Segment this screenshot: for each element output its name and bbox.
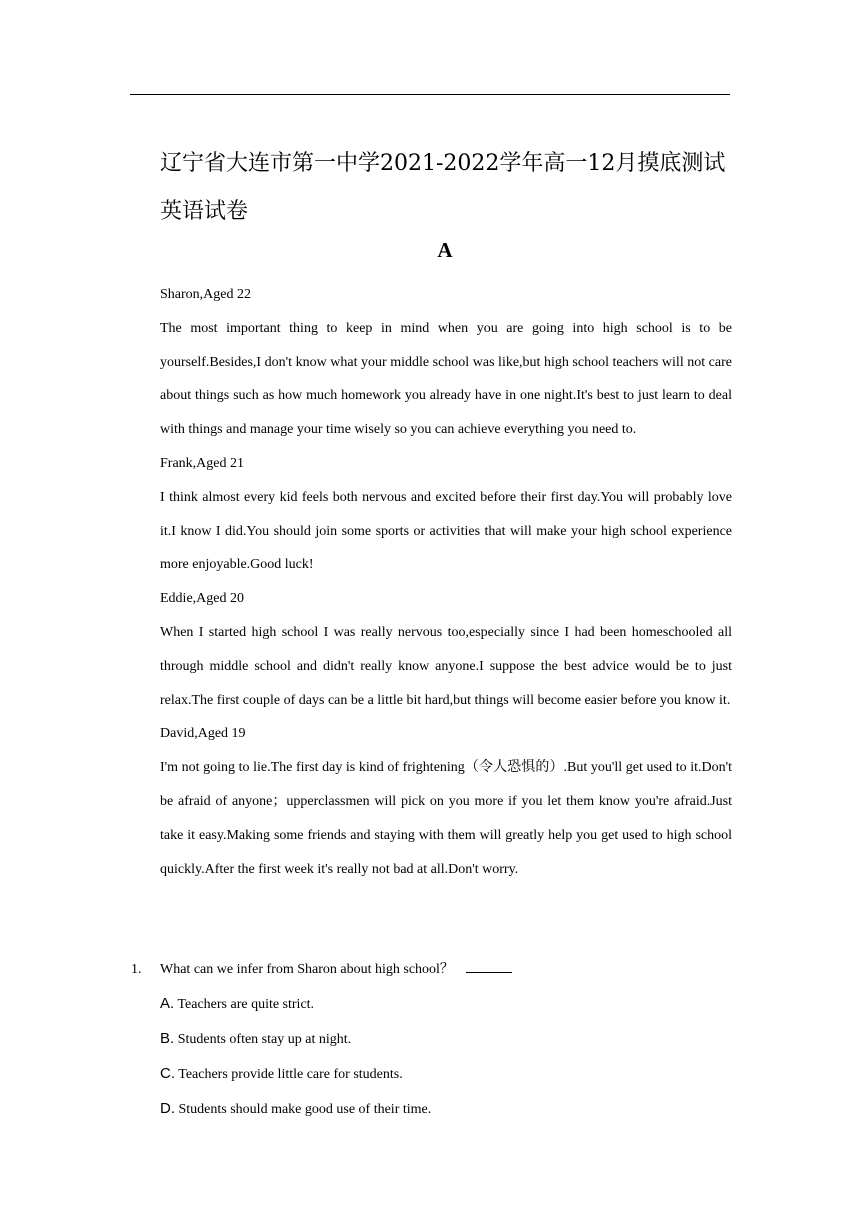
answer-options <box>160 987 731 1127</box>
option-letter: C. <box>160 1065 175 1082</box>
header-rule <box>130 94 730 95</box>
option-b[interactable] <box>160 1022 731 1057</box>
option-letter: B. <box>160 1030 175 1047</box>
question-1 <box>131 953 731 1127</box>
author-david: David,Aged 19 <box>160 726 246 742</box>
paragraph-sharon: The most important thing to keep in mind when you are going into high school is to be yourself.Besides,I don't know what your middle school was like,but high school teachers will not care about things such as how much homework you already have in one night.It's best to just learn to deal with things and manage your time wisely so you can achieve everything you need to. <box>160 320 732 438</box>
question-number: 1. <box>131 962 142 977</box>
question-text: What can we infer from Sharon about high school？ <box>160 962 454 977</box>
option-a[interactable] <box>160 987 731 1022</box>
option-text: Teachers are quite strict. <box>177 997 315 1012</box>
option-letter: A. <box>160 995 175 1012</box>
section-label: A <box>437 238 453 262</box>
paragraph-eddie: When I started high school I was really nervous too,especially since I had been homeschooled all through middle school and didn't really know anyone.I suppose the best advice would be to just relax.The first couple of days can be a little bit hard,but things will become easier before you know it. <box>160 624 732 708</box>
document-title: 辽宁省大连市第一中学2021-2022学年高一12月摸底测试英语试卷 <box>160 151 726 224</box>
author-eddie: Eddie,Aged 20 <box>160 591 244 607</box>
paragraph-frank: I think almost every kid feels both nervous and excited before their first day.You will probably love it.I know I did.You should join some sports or activities that will make your high school experience more enjoyable.Good luck! <box>160 489 732 573</box>
option-text: Students often stay up at night. <box>177 1032 352 1047</box>
author-frank: Frank,Aged 21 <box>160 455 244 471</box>
option-d[interactable] <box>160 1092 731 1127</box>
reading-passage <box>160 278 732 886</box>
option-letter: D. <box>160 1100 175 1117</box>
option-c[interactable] <box>160 1057 731 1092</box>
paragraph-david: I'm not going to lie.The first day is kind of frightening（令人恐惧的）.But you'll get used to it.Don't be afraid of anyone；upperclassmen will pick on you more if you let them know you're afraid.Just take it easy.Making some friends and staying with them will greatly help you get used to high school quickly.After the first week it's really not bad at all.Don't worry. <box>160 760 732 877</box>
option-text: Teachers provide little care for students. <box>178 1067 403 1082</box>
question-stem <box>131 953 731 987</box>
answer-blank[interactable] <box>466 958 512 973</box>
author-sharon: Sharon,Aged 22 <box>160 287 251 302</box>
option-text: Students should make good use of their time. <box>178 1102 432 1117</box>
